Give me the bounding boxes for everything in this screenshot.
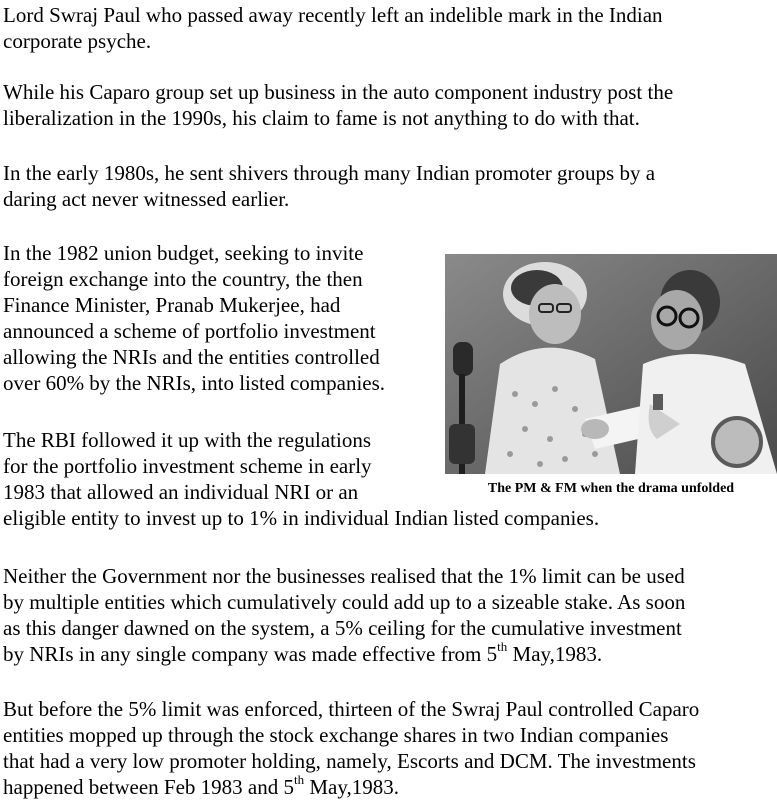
- text-line: as this danger dawned on the system, a 5% ceiling for the cumulative investment: [3, 616, 682, 640]
- text-line: eligible entity to invest up to 1% in individual Indian listed companies.: [3, 506, 600, 530]
- text-line: by multiple entities which cumulatively could add up to a sizeable stake. As soon: [3, 590, 686, 614]
- text-line: 1983 that allowed an individual NRI or an: [3, 480, 359, 504]
- text-line: Finance Minister, Pranab Mukerjee, had: [3, 293, 341, 317]
- text-line: for the portfolio investment scheme in early: [3, 454, 372, 478]
- text-line: While his Caparo group set up business in the auto component industry post the: [3, 80, 674, 104]
- text-line: entities mopped up through the stock exchange shares in two Indian companies: [3, 723, 669, 747]
- date-line-text: by NRIs in any single company was made effective from 5: [3, 642, 498, 666]
- paragraph-budget: [3, 240, 385, 396]
- text-line: corporate psyche.: [3, 29, 152, 53]
- photo-caption: The PM & FM when the drama unfolded: [487, 481, 735, 496]
- paragraph-intro: [3, 2, 663, 54]
- text-line: that had a very low promoter holding, namely, Escorts and DCM. The investments: [3, 749, 696, 773]
- text-line: Neither the Government nor the businesses realised that the 1% limit can be used: [3, 564, 685, 588]
- text-line: Lord Swraj Paul who passed away recently left an indelible mark in the Indian: [3, 3, 663, 27]
- text-line: daring act never witnessed earlier.: [3, 187, 290, 211]
- text-line: foreign exchange into the country, the then: [3, 267, 363, 291]
- paragraph-limit: [3, 563, 685, 667]
- text-line: The RBI followed it up with the regulations: [3, 428, 372, 452]
- date-line-text: May,1983.: [304, 775, 400, 799]
- text-line: announced a scheme of portfolio investment: [3, 319, 376, 343]
- text-line: But before the 5% limit was enforced, thirteen of the Swraj Paul controlled Caparo: [3, 697, 700, 721]
- text-line: In the 1982 union budget, seeking to invite: [3, 241, 364, 265]
- date-line: [3, 639, 603, 666]
- text-line: liberalization in the 1990s, his claim to fame is not anything to do with that.: [3, 106, 640, 130]
- text-line: over 60% by the NRIs, into listed companies.: [3, 371, 386, 395]
- paragraph-caparo-stake: [3, 696, 699, 800]
- photo-of-two-politicians-icon: [445, 254, 777, 474]
- paragraph-1980s: [3, 160, 655, 212]
- text-line: allowing the NRIs and the entities controlled: [3, 345, 380, 369]
- ordinal-suffix: th: [294, 772, 305, 787]
- ordinal-suffix: th: [497, 639, 508, 654]
- text-line: In the early 1980s, he sent shivers through many Indian promoter groups by a: [3, 161, 656, 185]
- photo: [445, 254, 777, 474]
- date-line: [3, 772, 400, 799]
- date-line-text: happened between Feb 1983 and 5: [3, 775, 294, 799]
- paragraph-caparo: [3, 79, 673, 131]
- date-line-text: May,1983.: [507, 642, 603, 666]
